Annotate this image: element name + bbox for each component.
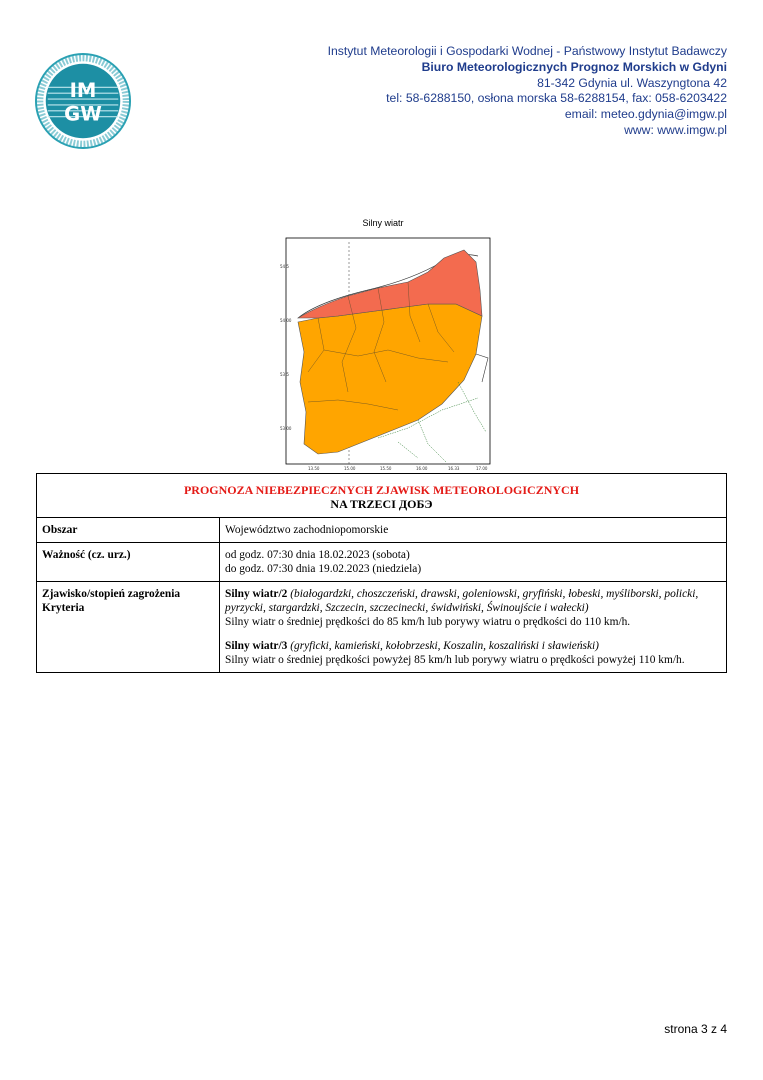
x-tick-5: 16.33 [448,466,460,471]
level2-counties: (białogardzki, choszczeński, drawski, goleniowski, gryfiński, łobeski, myśliborski, policki, pyrzycki, stargardzki, Szczecin, szczecinecki, świdwiński, Świnoujście i wałecki) [225,588,699,614]
y-tick-1: 54.5 [280,264,289,269]
office-name: Biuro Meteorologicznych Prognoz Morskich w Gdyni [421,59,727,74]
x-tick-3: 15.50 [380,466,392,471]
x-tick-2: 15.00 [344,466,356,471]
area-value: Województwo zachodniopomorskie [220,518,727,543]
level2-heading: Silny wiatr/2 [225,588,288,600]
table-title-row [37,474,727,518]
table-row [37,543,727,582]
level3-block [225,639,721,667]
level2-criteria: Silny wiatr o średniej prędkości do 85 km/h lub porywy wiatru o prędkości do 110 km/h. [225,616,631,628]
x-tick-6: 17.00 [476,466,488,471]
map-graphic [278,232,498,472]
phone-line: tel: 58-6288150, osłona morska 58-6288154, fax: 058-6203422 [386,91,727,106]
table-row [37,518,727,543]
table-row [37,582,727,673]
y-tick-4: 53.00 [280,426,292,431]
map-title: Silny wiatr [362,218,404,228]
warning-table [36,473,727,673]
phenomenon-label: Zjawisko/stopień zagrożenia [42,588,181,600]
institute-header [328,44,727,139]
validity-to: do godz. 07:30 dnia 19.02.2023 (niedziela) [225,563,422,575]
address: 81-342 Gdynia ul. Waszyngtona 42 [537,75,727,90]
y-tick-2: 54.00 [280,318,292,323]
level3-heading: Silny wiatr/3 [225,640,288,652]
table-subtitle: NA TRZECI ДОБЭ [330,497,433,511]
imgw-logo [34,52,132,150]
area-label: Obszar [37,518,220,543]
validity-from: od godz. 07:30 dnia 18.02.2023 (sobota) [225,549,410,561]
website-line: www: www.imgw.pl [624,122,727,137]
level2-block [225,587,721,629]
page-number: strona 3 z 4 [664,1022,727,1036]
email-line: email: meteo.gdynia@imgw.pl [564,107,727,122]
table-title: PROGNOZA NIEBEZPIECZNYCH ZJAWISK METEOROLOGICZNYCH [183,483,580,497]
level3-criteria: Silny wiatr o średniej prędkości powyżej 85 km/h lub porywy wiatru o prędkości powyżej 110 km/h. [225,654,685,666]
y-tick-3: 53.5 [280,372,289,377]
x-tick-1: 13.50 [308,466,320,471]
x-tick-4: 16.00 [416,466,428,471]
logo-text-bottom: GW [64,102,102,126]
level3-counties: (gryficki, kamieński, kołobrzeski, Koszalin, koszaliński i sławieński) [290,640,599,652]
validity-label: Ważność (cz. urz.) [37,543,220,582]
logo-text-top: IM [69,79,97,103]
institute-name: Instytut Meteorologii i Gospodarki Wodnej - Państwowy Instytut Badawczy [327,44,727,58]
warning-map [278,218,498,470]
criteria-label: Kryteria [42,602,85,614]
